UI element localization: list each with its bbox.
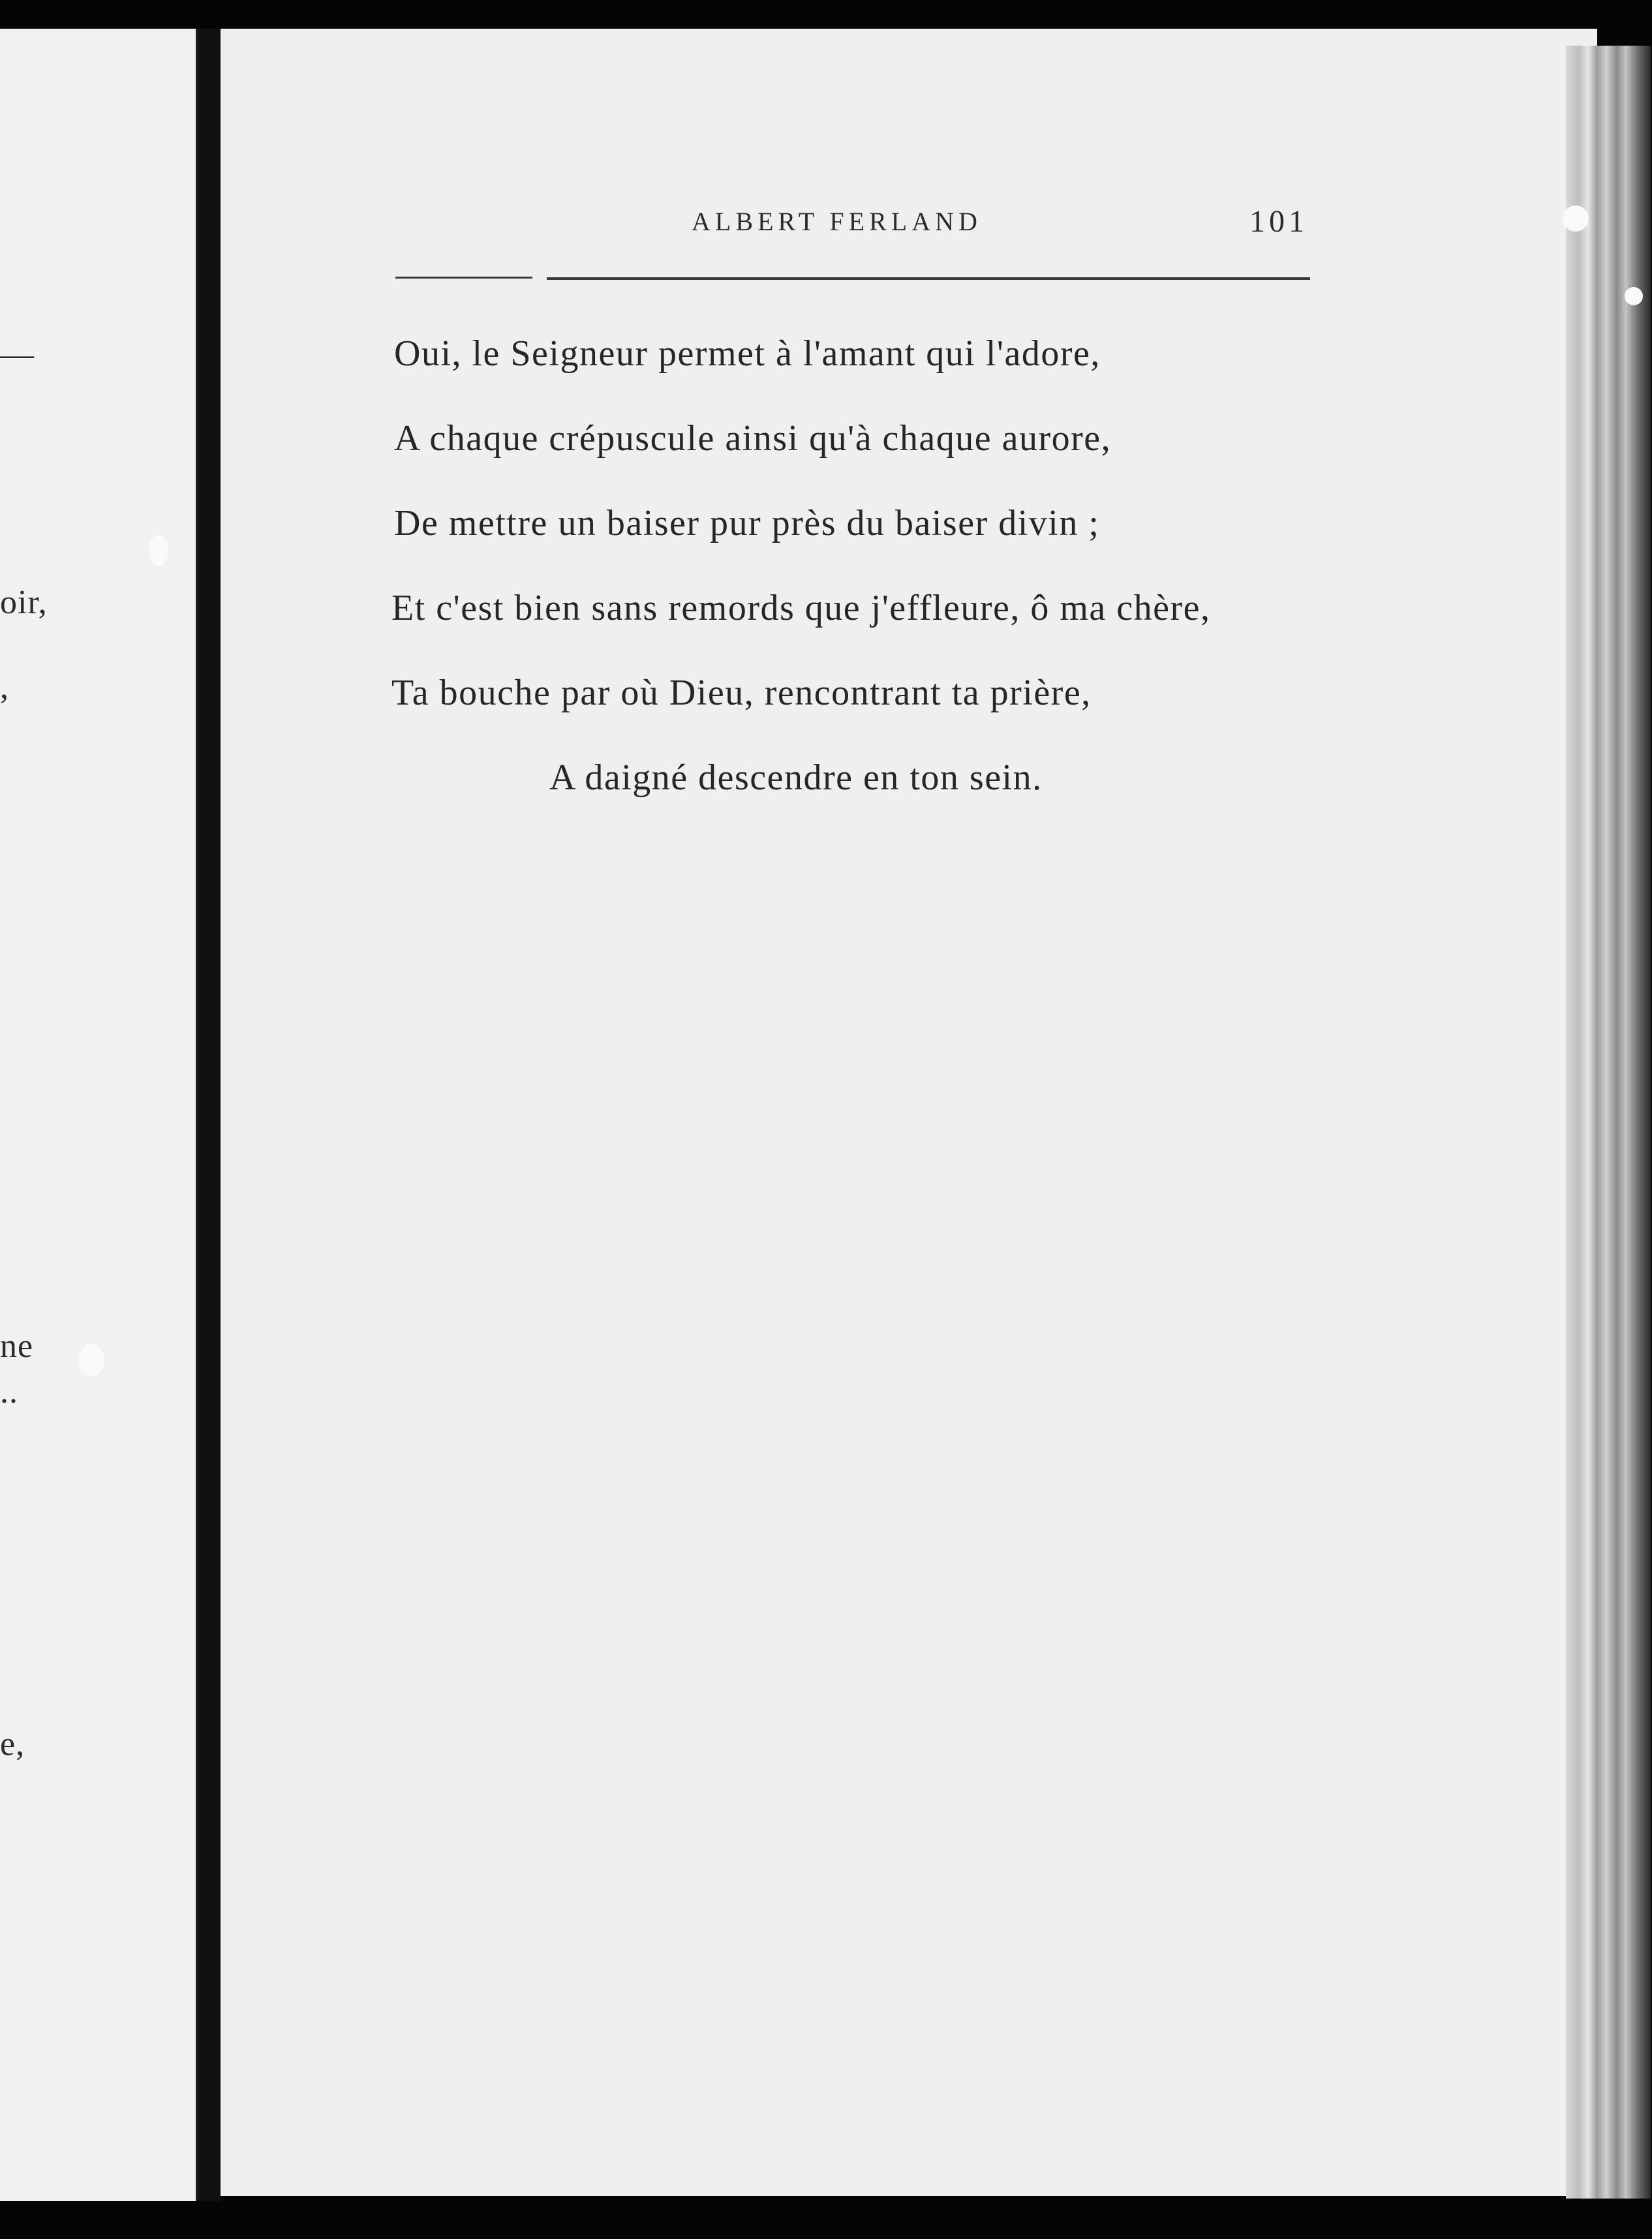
scan-speck <box>78 1344 104 1377</box>
left-page-fragment: e, <box>0 1726 25 1763</box>
page-number: 101 <box>1249 204 1308 239</box>
scan-speck <box>1625 287 1643 305</box>
left-page-fragment: oir, <box>0 584 48 621</box>
verse-line: A chaque crépuscule ainsi qu'à chaque aurore, <box>394 418 1112 459</box>
left-page-fragment: , <box>0 669 9 706</box>
page-edges <box>1566 46 1651 2199</box>
verse-line: De mettre un baiser pur près du baiser divin ; <box>394 503 1100 543</box>
left-page-fragment: .. <box>0 1373 18 1410</box>
header-rule-short <box>395 277 532 279</box>
scan-speck <box>1563 206 1589 232</box>
left-page-fragment: — <box>0 336 35 373</box>
scan-speck <box>149 535 168 566</box>
verse-line: Oui, le Seigneur permet à l'amant qui l'adore, <box>394 333 1101 374</box>
left-page-fragment: ne <box>0 1328 34 1365</box>
header-rule-long <box>547 277 1310 280</box>
verse-line: A daigné descendre en ton sein. <box>549 757 1043 798</box>
left-facing-page <box>0 29 198 2201</box>
verse-line: Et c'est bien sans remords que j'effleure, ô ma chère, <box>391 588 1211 628</box>
verse-line: Ta bouche par où Dieu, rencontrant ta prière, <box>391 673 1092 713</box>
running-head: ALBERT FERLAND <box>692 207 982 236</box>
book-gutter <box>198 29 221 2201</box>
